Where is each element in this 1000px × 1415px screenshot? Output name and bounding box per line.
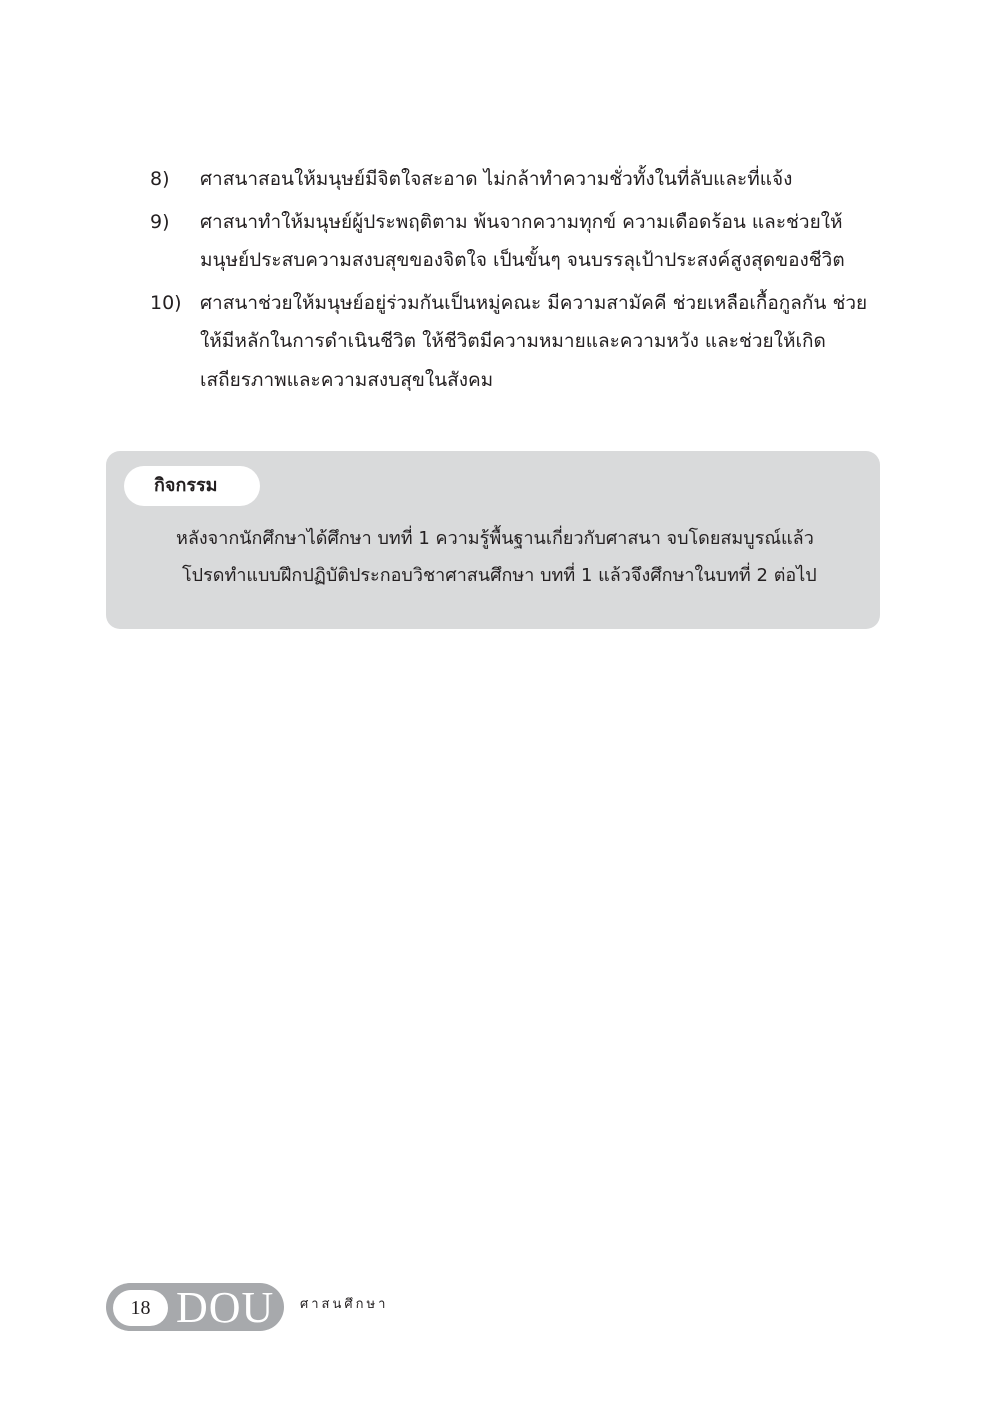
list-item-line: มนุษย์ประสบความสงบสุขของจิตใจ เป็นขั้นๆ จนบรรลุเป้าประสงค์สูงสุดของชีวิต [200, 249, 845, 271]
brand-logo: DOU [176, 1283, 275, 1332]
list-item-text [200, 160, 885, 199]
numbered-list [150, 160, 885, 403]
list-item-line: ศาสนาช่วยให้มนุษย์อยู่ร่วมกันเป็นหมู่คณะ มีความสามัคคี ช่วยเหลือเกื้อกูลกัน ช่วย [200, 291, 868, 314]
list-item [150, 160, 885, 199]
page-number: 18 [113, 1290, 168, 1326]
list-item [150, 284, 885, 400]
activity-label: กิจกรรม [124, 466, 260, 506]
list-item-text [200, 203, 885, 280]
list-item [150, 203, 885, 280]
footer-title: ศาสนศึกษา [300, 1297, 389, 1312]
list-item-line: ศาสนาสอนให้มนุษย์มีจิตใจสะอาด ไม่กล้าทำความชั่วทั้งในที่ลับและที่แจ้ง [200, 168, 793, 190]
list-item-line: ให้มีหลักในการดำเนินชีวิต ให้ชีวิตมีความหมายและความหวัง และช่วยให้เกิด [200, 330, 826, 352]
activity-line: หลังจากนักศึกษาได้ศึกษา บทที่ 1 ความรู้พื้นฐานเกี่ยวกับศาสนา จบโดยสมบูรณ์แล้ว [176, 528, 814, 549]
list-item-number: 10) [150, 291, 182, 314]
list-item-line: เสถียรภาพและความสงบสุขในสังคม [200, 368, 494, 391]
list-item-number: 8) [150, 168, 170, 190]
list-item-number: 9) [150, 210, 170, 233]
activity-text [176, 520, 866, 594]
list-item-line: ศาสนาทำให้มนุษย์ผู้ประพฤติตาม พ้นจากความทุกข์ ความเดือดร้อน และช่วยให้ [200, 210, 843, 233]
list-item-text [200, 284, 885, 400]
activity-line: โปรดทำแบบฝึกปฏิบัติประกอบวิชาศาสนศึกษา บทที่ 1 แล้วจึงศึกษาในบทที่ 2 ต่อไป [182, 565, 817, 586]
